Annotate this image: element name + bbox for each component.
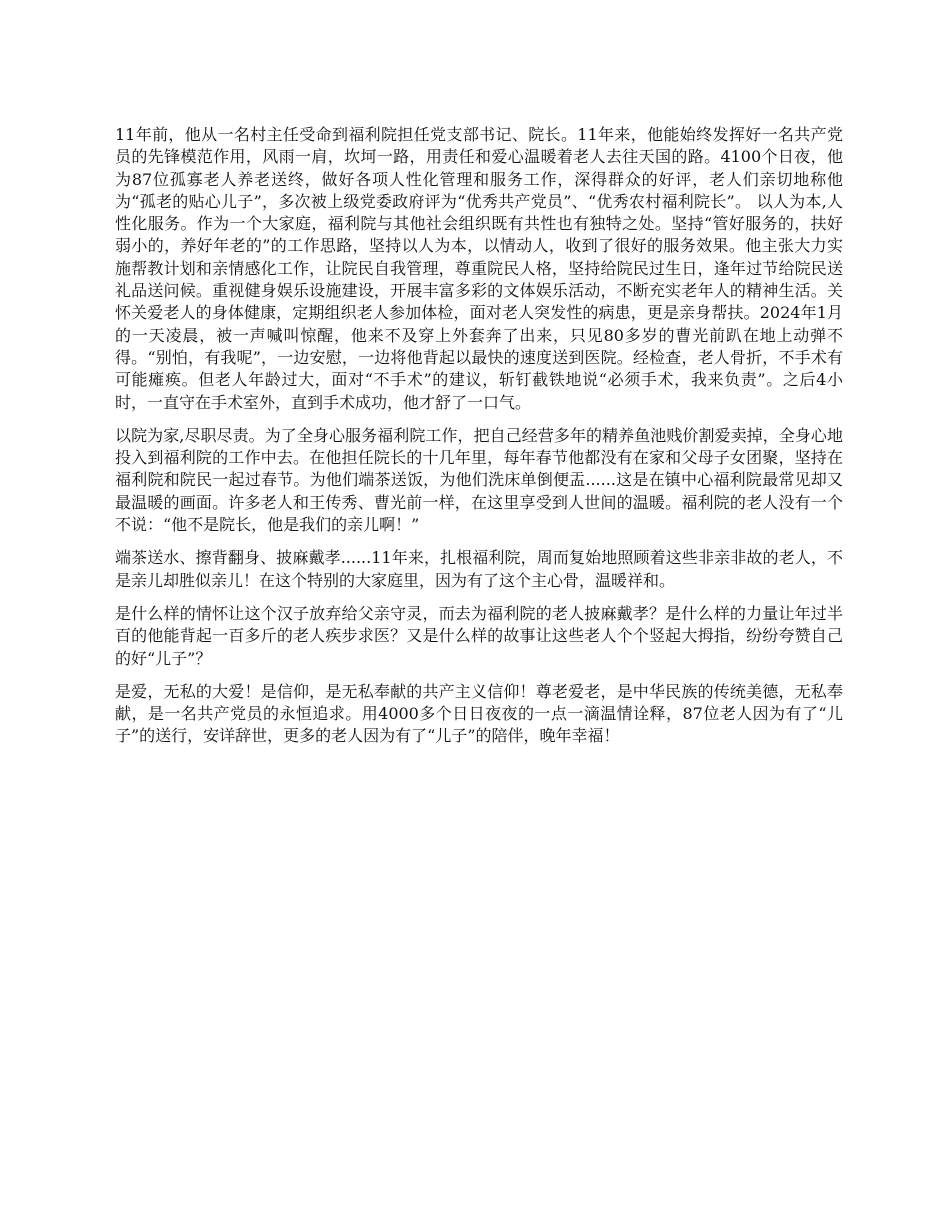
paragraph-4: 是什么样的情怀让这个汉子放弃给父亲守灵，而去为福利院的老人披麻戴孝？是什么样的力量让年过半百的他能背起一百多斤的老人疾步求医？又是什么样的故事让这些老人个个竖起大拇指，纷纷夸赞自己的好“儿子”？ — [115, 603, 843, 668]
paragraph-5: 是爱，无私的大爱！是信仰，是无私奉献的共产主义信仰！尊老爱老，是中华民族的传统美德，无私奉献，是一名共产党员的永恒追求。用4000多个日日夜夜的一点一滴温情诠释，87位老人因为有了“儿子”的送行，安详辞世，更多的老人因为有了“儿子”的陪伴，晚年幸福！ — [115, 681, 843, 746]
paragraph-3: 端茶送水、擦背翻身、披麻戴孝......11年来，扎根福利院，周而复始地照顾着这些非亲非故的老人，不是亲儿却胜似亲儿！在这个特别的大家庭里，因为有了这个主心骨，温暖祥和。 — [115, 548, 843, 590]
paragraph-2: 以院为家,尽职尽责。为了全身心服务福利院工作，把自己经营多年的精养鱼池贱价割爱卖掉，全身心地投入到福利院的工作中去。在他担任院长的十几年里，每年春节他都没有在家和父母子女团聚，坚持在福利院和院民一起过春节。为他们端茶送饭，为他们洗床单倒便盂......这是在镇中心福利院最常见却又最温暖的画面。许多老人和王传秀、曹光前一样，在这里享受到人世间的温暖。福利院的老人没有一个不说：“他不是院长，他是我们的亲儿啊！” — [115, 425, 843, 535]
document-body — [115, 124, 843, 759]
paragraph-1: 11年前，他从一名村主任受命到福利院担任党支部书记、院长。11年来，他能始终发挥好一名共产党员的先锋模范作用，风雨一肩，坎坷一路，用责任和爱心温暖着老人去往天国的路。4100个日夜，他为87位孤寡老人养老送终，做好各项人性化管理和服务工作，深得群众的好评，老人们亲切地称他为“孤老的贴心儿子”，多次被上级党委政府评为“优秀共产党员”、“优秀农村福利院长”。 以人为本,人性化服务。作为一个大家庭，福利院与其他社会组织既有共性也有独特之处。坚持“管好服务的，扶好弱小的，养好年老的”的工作思路，坚持以人为本，以情动人，收到了很好的服务效果。他主张大力实施帮教计划和亲情感化工作，让院民自我管理，尊重院民人格，坚持给院民过生日，逢年过节给院民送礼品送问候。重视健身娱乐设施建设，开展丰富多彩的文体娱乐活动，不断充实老年人的精神生活。关怀关爱老人的身体健康，定期组织老人参加体检，面对老人突发性的病患，更是亲身帮扶。2024年1月的一天凌晨，被一声喊叫惊醒，他来不及穿上外套奔了出来，只见80多岁的曹光前趴在地上动弹不得。“别怕，有我呢”，一边安慰，一边将他背起以最快的速度送到医院。经检查，老人骨折，不手术有可能瘫痪。但老人年龄过大，面对“不手术”的建议，斩钉截铁地说“必须手术，我来负责”。之后4小时，一直守在手术室外，直到手术成功，他才舒了一口气。 — [115, 125, 843, 412]
